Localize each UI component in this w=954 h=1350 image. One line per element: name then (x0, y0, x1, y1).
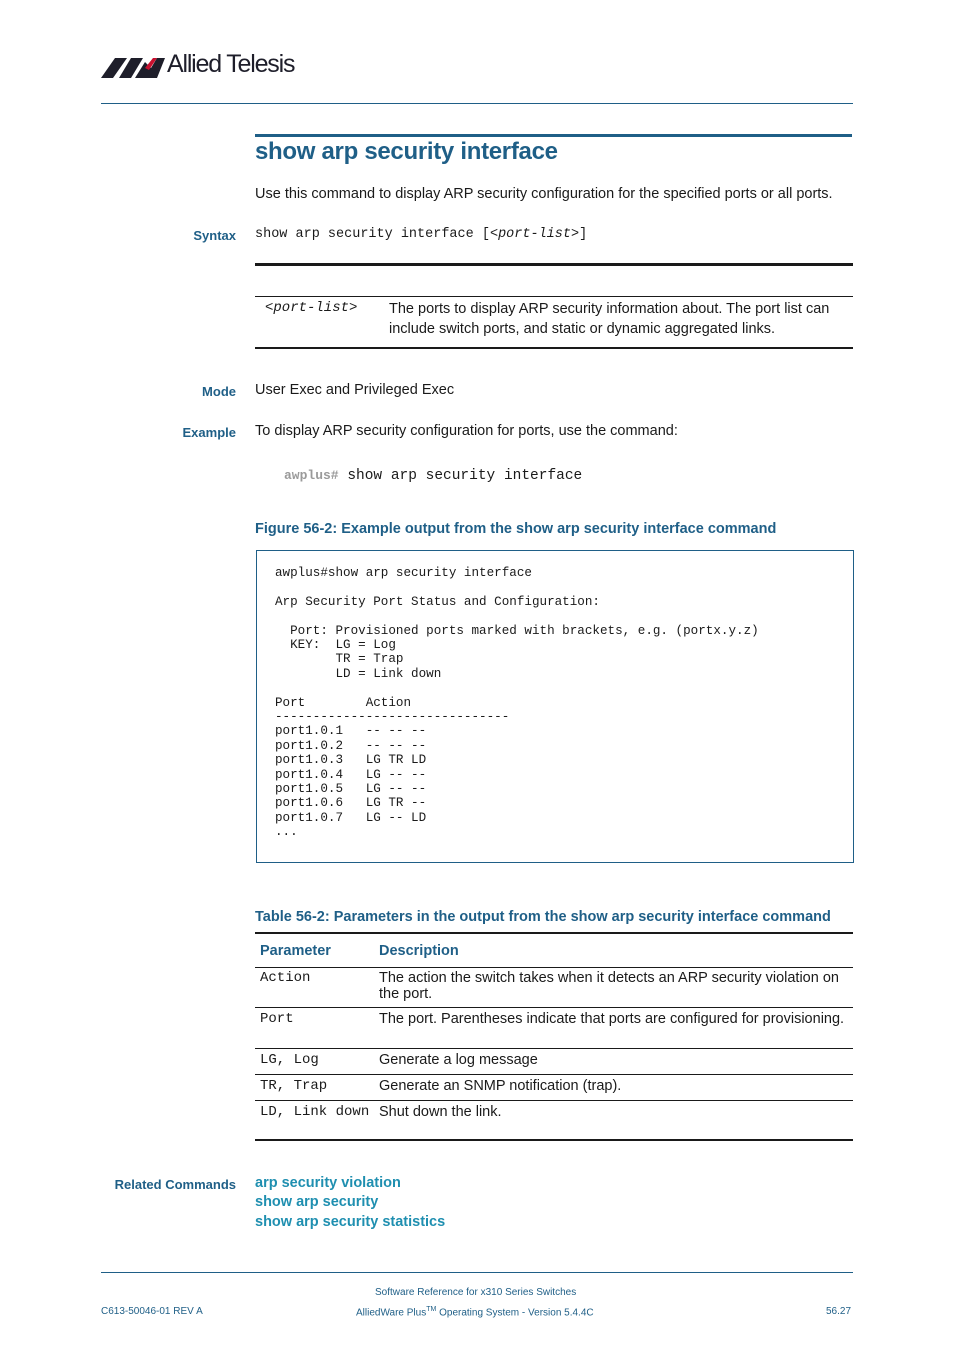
table-row (255, 1049, 853, 1075)
syntax-param: port-list (498, 227, 571, 242)
table-cell-parameter: LG, Log (260, 1052, 319, 1068)
footer-product: AlliedWare Plus (356, 1307, 427, 1319)
table-cell-description: The action the switch takes when it detects an ARP security violation on the port. (379, 970, 839, 1002)
related-link-arp-security-violation[interactable]: arp security violation (255, 1175, 401, 1191)
table-cell-parameter: Action (260, 970, 311, 986)
output-line: port1.0.4 LG -- -- (275, 767, 427, 782)
output-line: Port: Provisioned ports marked with brackets, e.g. (portx.y.z) (275, 623, 759, 638)
param-description: The ports to display ARP security information about. The port list can include switch ports, and static or dynamic aggregated links. (389, 301, 830, 337)
param-table-top-rule (255, 296, 853, 297)
related-commands-label: Related Commands (114, 1177, 236, 1192)
syntax-lt: < (489, 227, 499, 242)
footer-version (356, 1306, 594, 1318)
example-command (284, 468, 582, 484)
output-line: port1.0.2 -- -- -- (275, 738, 427, 753)
table-cell-description: Shut down the link. (379, 1104, 502, 1120)
page-title: show arp security interface (255, 138, 558, 165)
table-row (255, 1008, 853, 1049)
output-line: port1.0.7 LG -- LD (275, 810, 427, 825)
table-cell-parameter: TR, Trap (260, 1078, 328, 1094)
table-header-parameter: Parameter (260, 943, 331, 959)
footer-trademark: TM (426, 1306, 437, 1313)
table-cell-parameter: Port (260, 1011, 294, 1027)
table-row (255, 967, 853, 1008)
output-line: LD = Link down (275, 666, 442, 681)
syntax-command (255, 227, 587, 242)
table-cell-description: Generate an SNMP notification (trap). (379, 1078, 622, 1094)
footer-title: Software Reference for x310 Series Switches (375, 1287, 577, 1298)
footer-os: Operating System - Version 5.4.4C (436, 1307, 594, 1319)
example-text: To display ARP security configuration for ports, use the command: (255, 423, 678, 439)
header-rule (101, 103, 853, 104)
example-command-text: show arp security interface (347, 468, 583, 484)
footer-doc-id: C613-50046-01 REV A (101, 1306, 203, 1317)
related-link-show-arp-security-statistics[interactable]: show arp security statistics (255, 1214, 446, 1230)
table-row (255, 1075, 853, 1101)
param-name: <port-list> (265, 300, 358, 316)
table-row (255, 1101, 853, 1141)
mode-label: Mode (202, 384, 236, 399)
table-header-description: Description (379, 943, 459, 959)
output-line: port1.0.6 LG TR -- (275, 796, 427, 811)
syntax-close: ] (579, 227, 588, 242)
logo-mark-icon (101, 54, 165, 80)
title-bar (255, 134, 852, 137)
table-cell-description: Generate a log message (379, 1052, 538, 1068)
output-line: TR = Trap (275, 652, 404, 667)
example-prompt: awplus# (284, 468, 339, 483)
related-link-show-arp-security[interactable]: show arp security (255, 1194, 379, 1210)
footer-page-number: 56.27 (826, 1306, 852, 1317)
table-caption: Table 56-2: Parameters in the output from the show arp security interface command (255, 909, 831, 925)
output-line: Port Action (275, 695, 412, 710)
syntax-rule (255, 263, 853, 266)
syntax-text: show arp security interface [ (255, 227, 490, 242)
figure-output-box (256, 550, 854, 863)
logo-text: Allied Telesis (167, 50, 295, 78)
intro-text: Use this command to display ARP security configuration for the specified ports or all ports. (255, 186, 833, 202)
footer-rule (101, 1272, 853, 1273)
table-cell-parameter: LD, Link down (260, 1104, 370, 1120)
syntax-label: Syntax (193, 228, 236, 243)
figure-output (275, 566, 759, 840)
output-line: ... (275, 825, 298, 840)
output-line: awplus#show arp security interface (275, 566, 532, 580)
output-line (275, 580, 759, 594)
mode-text: User Exec and Privileged Exec (255, 382, 455, 398)
param-table-bottom-rule (255, 347, 853, 349)
output-line: port1.0.5 LG -- -- (275, 782, 427, 797)
example-label: Example (182, 425, 236, 440)
figure-caption: Figure 56-2: Example output from the show arp security interface command (255, 521, 777, 537)
output-line: KEY: LG = Log (275, 638, 396, 652)
output-line: port1.0.3 LG TR LD (275, 753, 427, 768)
output-line: port1.0.1 -- -- -- (275, 724, 427, 739)
output-line: Arp Security Port Status and Configuration: (275, 594, 600, 609)
table-header (255, 932, 853, 968)
output-line: ------------------------------- (275, 710, 510, 725)
output-line (275, 609, 759, 623)
table-cell-description: The port. Parentheses indicate that ports are configured for provisioning. (379, 1011, 845, 1027)
syntax-gt: > (570, 227, 580, 242)
allied-telesis-logo (101, 50, 301, 84)
output-line (275, 681, 759, 695)
